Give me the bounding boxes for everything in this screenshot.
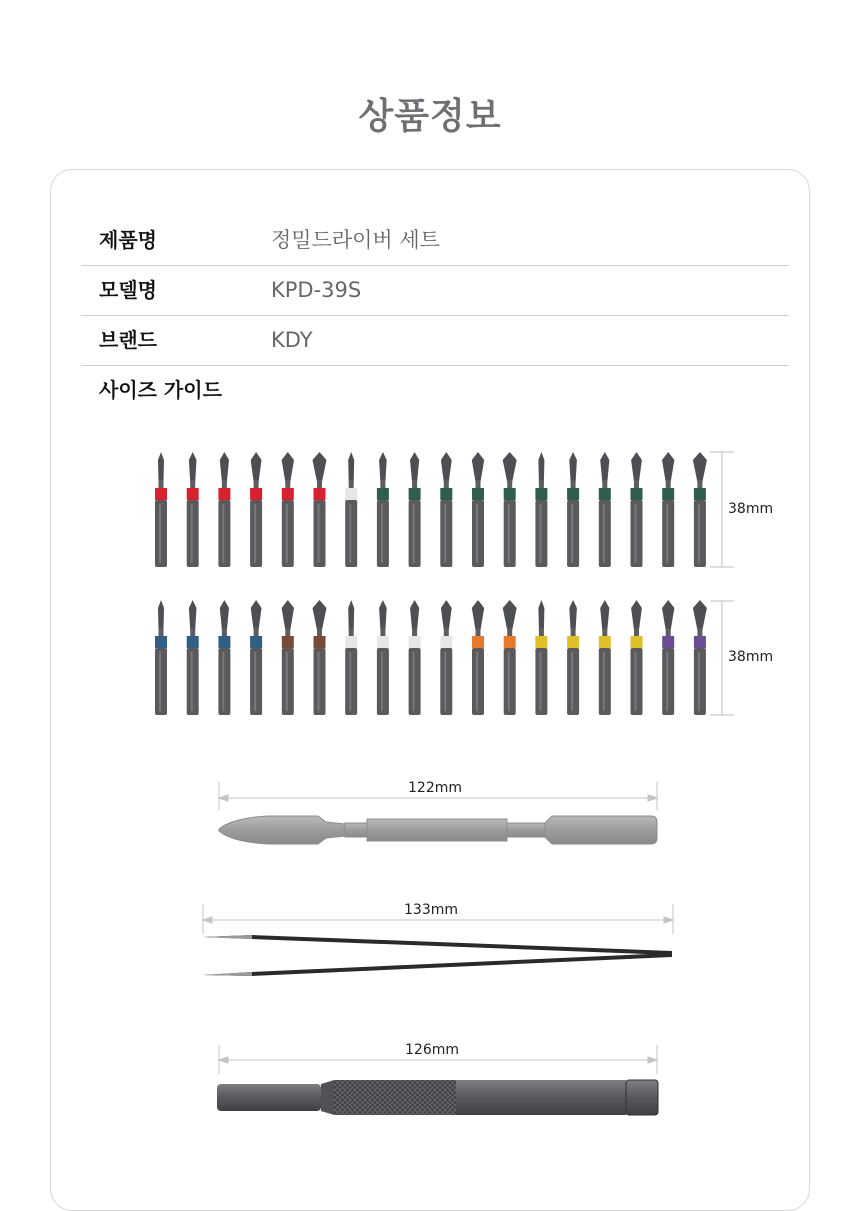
bit-row-1-item-11 bbox=[472, 452, 484, 567]
bit-row-2-item-10 bbox=[440, 600, 452, 715]
bit-row-1-item-14 bbox=[567, 452, 579, 567]
bit-row-2-item-4 bbox=[250, 600, 262, 715]
spec-value: 정밀드라이버 세트 bbox=[271, 228, 440, 252]
bit-row-2-item-13 bbox=[535, 600, 547, 715]
bit-row-2-item-16 bbox=[631, 600, 643, 715]
tweezers-dimension-label: 133mm bbox=[404, 902, 458, 918]
bit-row-1-item-4 bbox=[250, 452, 262, 567]
bit-row-2-item-5 bbox=[282, 600, 294, 715]
bit-row-1-item-2 bbox=[187, 452, 199, 567]
bit-row-1-item-5 bbox=[282, 452, 294, 567]
bit-row-1-item-10 bbox=[440, 452, 452, 567]
bit-row-2-item-8 bbox=[377, 600, 389, 715]
page-title: 상품정보 bbox=[358, 96, 502, 137]
bit-row-2-item-9 bbox=[409, 600, 421, 715]
bit-row-2-item-3 bbox=[218, 600, 230, 715]
bit-row-1-item-13 bbox=[535, 452, 547, 567]
size-guide-title: 사이즈 가이드 bbox=[99, 378, 222, 402]
bit-row-2-item-18 bbox=[693, 600, 707, 715]
bit-row-2-dimension-label: 38mm bbox=[728, 649, 774, 665]
bit-row-1-item-16 bbox=[631, 452, 643, 567]
bit-row-1-item-6 bbox=[313, 452, 327, 567]
bit-row-1-item-3 bbox=[218, 452, 230, 567]
bit-row-1-item-1 bbox=[155, 452, 167, 567]
bit-row-1-dimension-label: 38mm bbox=[728, 501, 774, 517]
bit-row-2-item-7 bbox=[345, 600, 357, 715]
spec-label: 제품명 bbox=[99, 228, 157, 252]
bit-row-1-item-17 bbox=[662, 452, 674, 567]
spec-value: KPD-39S bbox=[271, 278, 362, 302]
bit-row-2-item-17 bbox=[662, 600, 674, 715]
bit-row-2-item-2 bbox=[187, 600, 199, 715]
bit-row-2-item-14 bbox=[567, 600, 579, 715]
bit-row-2-item-15 bbox=[599, 600, 611, 715]
bit-row-1-item-18 bbox=[693, 452, 707, 567]
spec-label: 모델명 bbox=[99, 278, 157, 302]
bit-row-2-item-11 bbox=[472, 600, 484, 715]
bit-row-2-item-1 bbox=[155, 600, 167, 715]
bit-row-1-item-8 bbox=[377, 452, 389, 567]
bit-row-2-item-6 bbox=[313, 600, 327, 715]
bit-row-1 bbox=[155, 452, 707, 567]
bit-row-2 bbox=[155, 600, 707, 715]
bit-row-1-item-7 bbox=[345, 452, 357, 567]
bit-row-1-item-15 bbox=[599, 452, 611, 567]
handle-dimension-label: 126mm bbox=[405, 1042, 459, 1058]
bit-row-1-item-12 bbox=[503, 452, 517, 567]
pry-tool-dimension-label: 122mm bbox=[408, 780, 462, 796]
bit-row-1-item-9 bbox=[409, 452, 421, 567]
spec-label: 브랜드 bbox=[99, 328, 157, 352]
spec-value: KDY bbox=[271, 328, 313, 352]
bit-row-2-item-12 bbox=[503, 600, 517, 715]
